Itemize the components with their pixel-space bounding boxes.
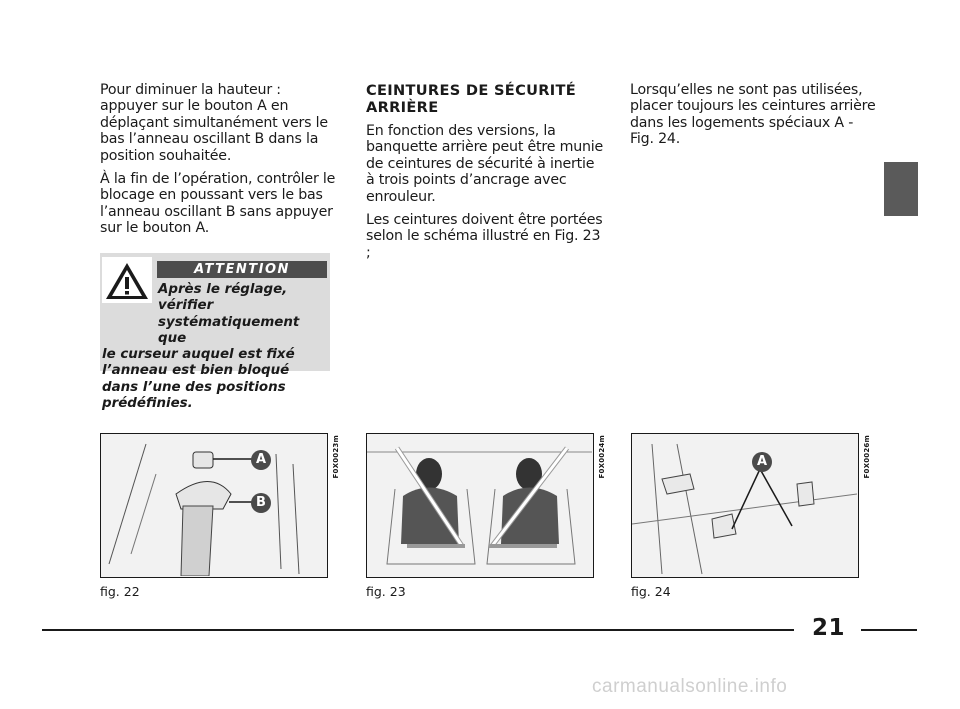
figure-22-code: F0X0023m xyxy=(332,435,340,479)
callout-a-badge: A xyxy=(752,452,772,472)
figure-22-image xyxy=(100,433,328,578)
section-heading: CEINTURES DE SÉCURITÉ ARRIÈRE xyxy=(366,82,577,116)
figure-23-caption: fig. 23 xyxy=(366,584,406,599)
watermark: carmanualsonline.info xyxy=(592,676,788,697)
footer-rule-left xyxy=(42,629,794,631)
paragraph-check-lock: À la fin de l’opération, contrôler le blocage en poussant vers le bas l’anneau oscillant B sans appuyer sur le bouton A. xyxy=(100,171,336,237)
attention-label: ATTENTION xyxy=(157,261,327,278)
warning-text xyxy=(102,282,328,412)
page-number: 21 xyxy=(812,615,846,641)
figure-24-code: F0X0026m xyxy=(863,435,871,479)
paragraph-lower-height: Pour diminuer la hauteur : appuyer sur le bouton A en déplaçant simultanément vers le bas l’anneau oscillant B dans la position souhaitée. xyxy=(100,82,328,164)
column-right xyxy=(630,82,880,155)
figure-24-image xyxy=(631,433,859,578)
warning-box xyxy=(100,253,330,412)
warning-text-first: Après le réglage, vérifier systématiquement que xyxy=(158,282,300,346)
figure-24-caption: fig. 24 xyxy=(631,584,671,599)
column-middle xyxy=(366,82,606,268)
figure-22-caption: fig. 22 xyxy=(100,584,140,599)
footer-rule-right xyxy=(861,629,917,631)
figure-23-image xyxy=(366,433,594,578)
column-left xyxy=(100,82,340,244)
section-tab xyxy=(884,162,918,216)
callout-b-badge: B xyxy=(251,493,271,513)
paragraph-wear-belts: Les ceintures doivent être portées selon le schéma illustré en Fig. 23 ; xyxy=(366,212,603,261)
warning-text-rest: le curseur auquel est fixé l’anneau est bien bloqué dans l’une des positions prédéfinies. xyxy=(102,347,295,412)
paragraph-versions: En fonction des versions, la banquette arrière peut être munie de ceintures de sécurité à inertie à trois points d’ancrage avec enrouleur. xyxy=(366,123,604,205)
figure-23-code: F0X0024m xyxy=(598,435,606,479)
callout-a-badge: A xyxy=(251,450,271,470)
paragraph-storage: Lorsqu’elles ne sont pas utilisées, placer toujours les ceintures arrière dans les logements spéciaux A - Fig. 24. xyxy=(630,82,876,148)
